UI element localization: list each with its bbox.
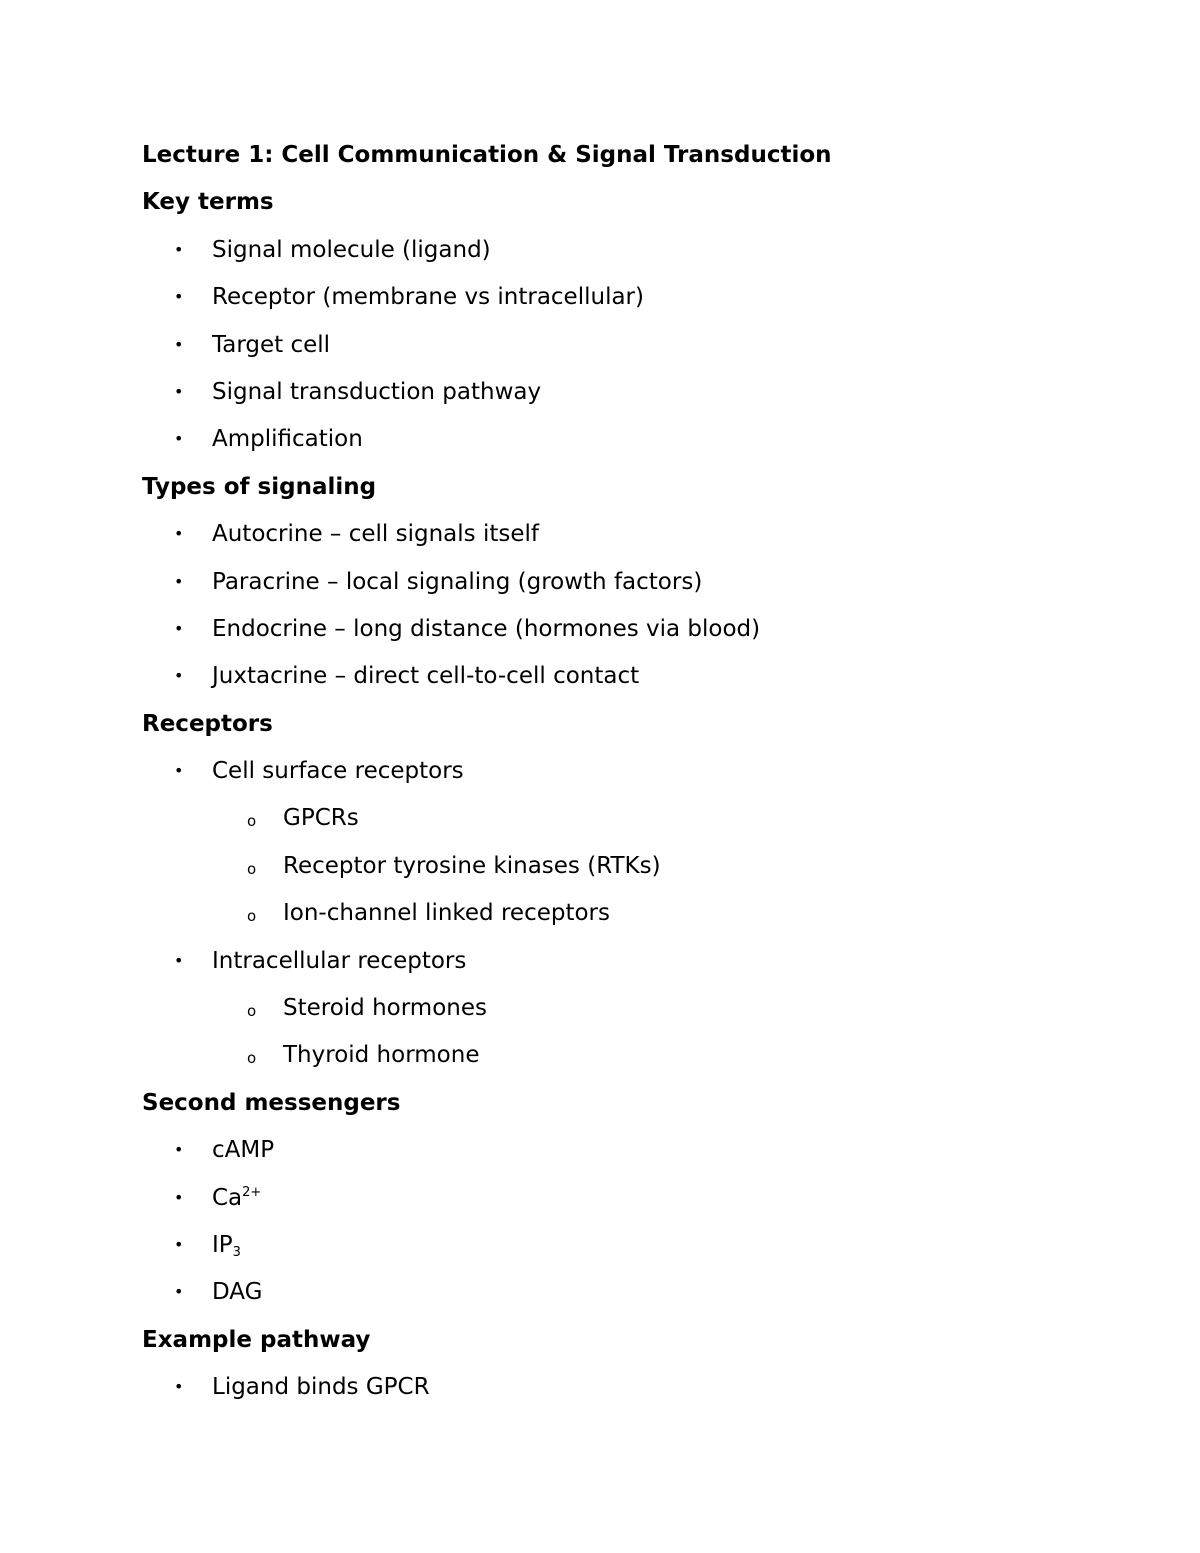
bullet-icon: • (174, 1187, 184, 1207)
list-item (142, 944, 1102, 991)
list-item (142, 280, 1102, 327)
bullet-icon: • (174, 1140, 184, 1160)
document-page (142, 138, 1102, 1418)
sub-list-item-text: Receptor tyrosine kinases (RTKs) (283, 852, 661, 879)
bullet-icon: • (174, 239, 184, 259)
list-item-text: Target cell (212, 331, 331, 358)
sub-list-item (142, 849, 1102, 896)
circle-bullet-icon: o (247, 812, 257, 831)
list-item (142, 1228, 1102, 1275)
sub-list-item (142, 896, 1102, 943)
section-heading-types-of-signaling: Types of signaling (142, 473, 377, 500)
list-item (142, 1181, 1102, 1228)
section-heading-second-messengers: Second messengers (142, 1089, 401, 1116)
charge-superscript: 2+ (242, 1184, 262, 1200)
section-heading-key-terms: Key terms (142, 189, 274, 216)
list-item (142, 422, 1102, 469)
sub-list-item-text: Steroid hormones (283, 995, 487, 1022)
bullet-icon: • (174, 666, 184, 686)
list-item (142, 612, 1102, 659)
bullet-icon: • (174, 287, 184, 307)
section-heading-example-pathway: Example pathway (142, 1326, 371, 1353)
circle-bullet-icon: o (247, 1049, 257, 1068)
page-title: Lecture 1: Cell Communication & Signal Transduction (142, 142, 832, 168)
bullet-icon: • (174, 334, 184, 354)
list-item (142, 754, 1102, 801)
list-item-text: cAMP (212, 1137, 275, 1164)
list-item (142, 517, 1102, 564)
circle-bullet-icon: o (247, 907, 257, 926)
section-heading-receptors: Receptors (142, 710, 273, 737)
list-item-text: Intracellular receptors (212, 947, 467, 974)
list-item-text: Receptor (membrane vs intracellular) (212, 284, 644, 311)
sub-list-item (142, 991, 1102, 1038)
sub-list-item-text: GPCRs (283, 805, 359, 832)
list-item-text: Ca (212, 1184, 243, 1211)
circle-bullet-icon: o (247, 859, 257, 878)
list-item (142, 233, 1102, 280)
bullet-icon: • (174, 1234, 184, 1254)
list-item (142, 565, 1102, 612)
list-item (142, 1370, 1102, 1417)
sub-list-item (142, 801, 1102, 848)
list-item (142, 659, 1102, 706)
list-item (142, 328, 1102, 375)
bullet-icon: • (174, 524, 184, 544)
list-item-text: Endocrine – long distance (hormones via blood) (212, 615, 761, 642)
list-item-text: Juxtacrine – direct cell-to-cell contact (212, 663, 640, 690)
list-item-text: Cell surface receptors (212, 758, 464, 785)
bullet-icon: • (174, 571, 184, 591)
sub-list-item-text: Ion-channel linked receptors (283, 900, 610, 927)
list-item-text: Amplification (212, 426, 363, 453)
list-item-text: Signal molecule (ligand) (212, 236, 491, 263)
count-subscript: 3 (232, 1244, 241, 1260)
bullet-icon: • (174, 381, 184, 401)
list-item-text: Autocrine – cell signals itself (212, 521, 539, 548)
list-item (142, 375, 1102, 422)
list-item-text: Paracrine – local signaling (growth factors) (212, 568, 703, 595)
list-item-text: Signal transduction pathway (212, 378, 542, 405)
sub-list-item-text: Thyroid hormone (283, 1042, 480, 1069)
bullet-icon: • (174, 950, 184, 970)
sub-list-item (142, 1038, 1102, 1085)
list-item (142, 1275, 1102, 1322)
bullet-icon: • (174, 761, 184, 781)
bullet-icon: • (174, 618, 184, 638)
list-item-text: DAG (212, 1279, 263, 1306)
bullet-icon: • (174, 1282, 184, 1302)
bullet-icon: • (174, 1377, 184, 1397)
circle-bullet-icon: o (247, 1002, 257, 1021)
bullet-icon: • (174, 429, 184, 449)
list-item-text: Ligand binds GPCR (212, 1374, 430, 1401)
list-item (142, 1133, 1102, 1180)
list-item-text: IP (212, 1231, 233, 1258)
